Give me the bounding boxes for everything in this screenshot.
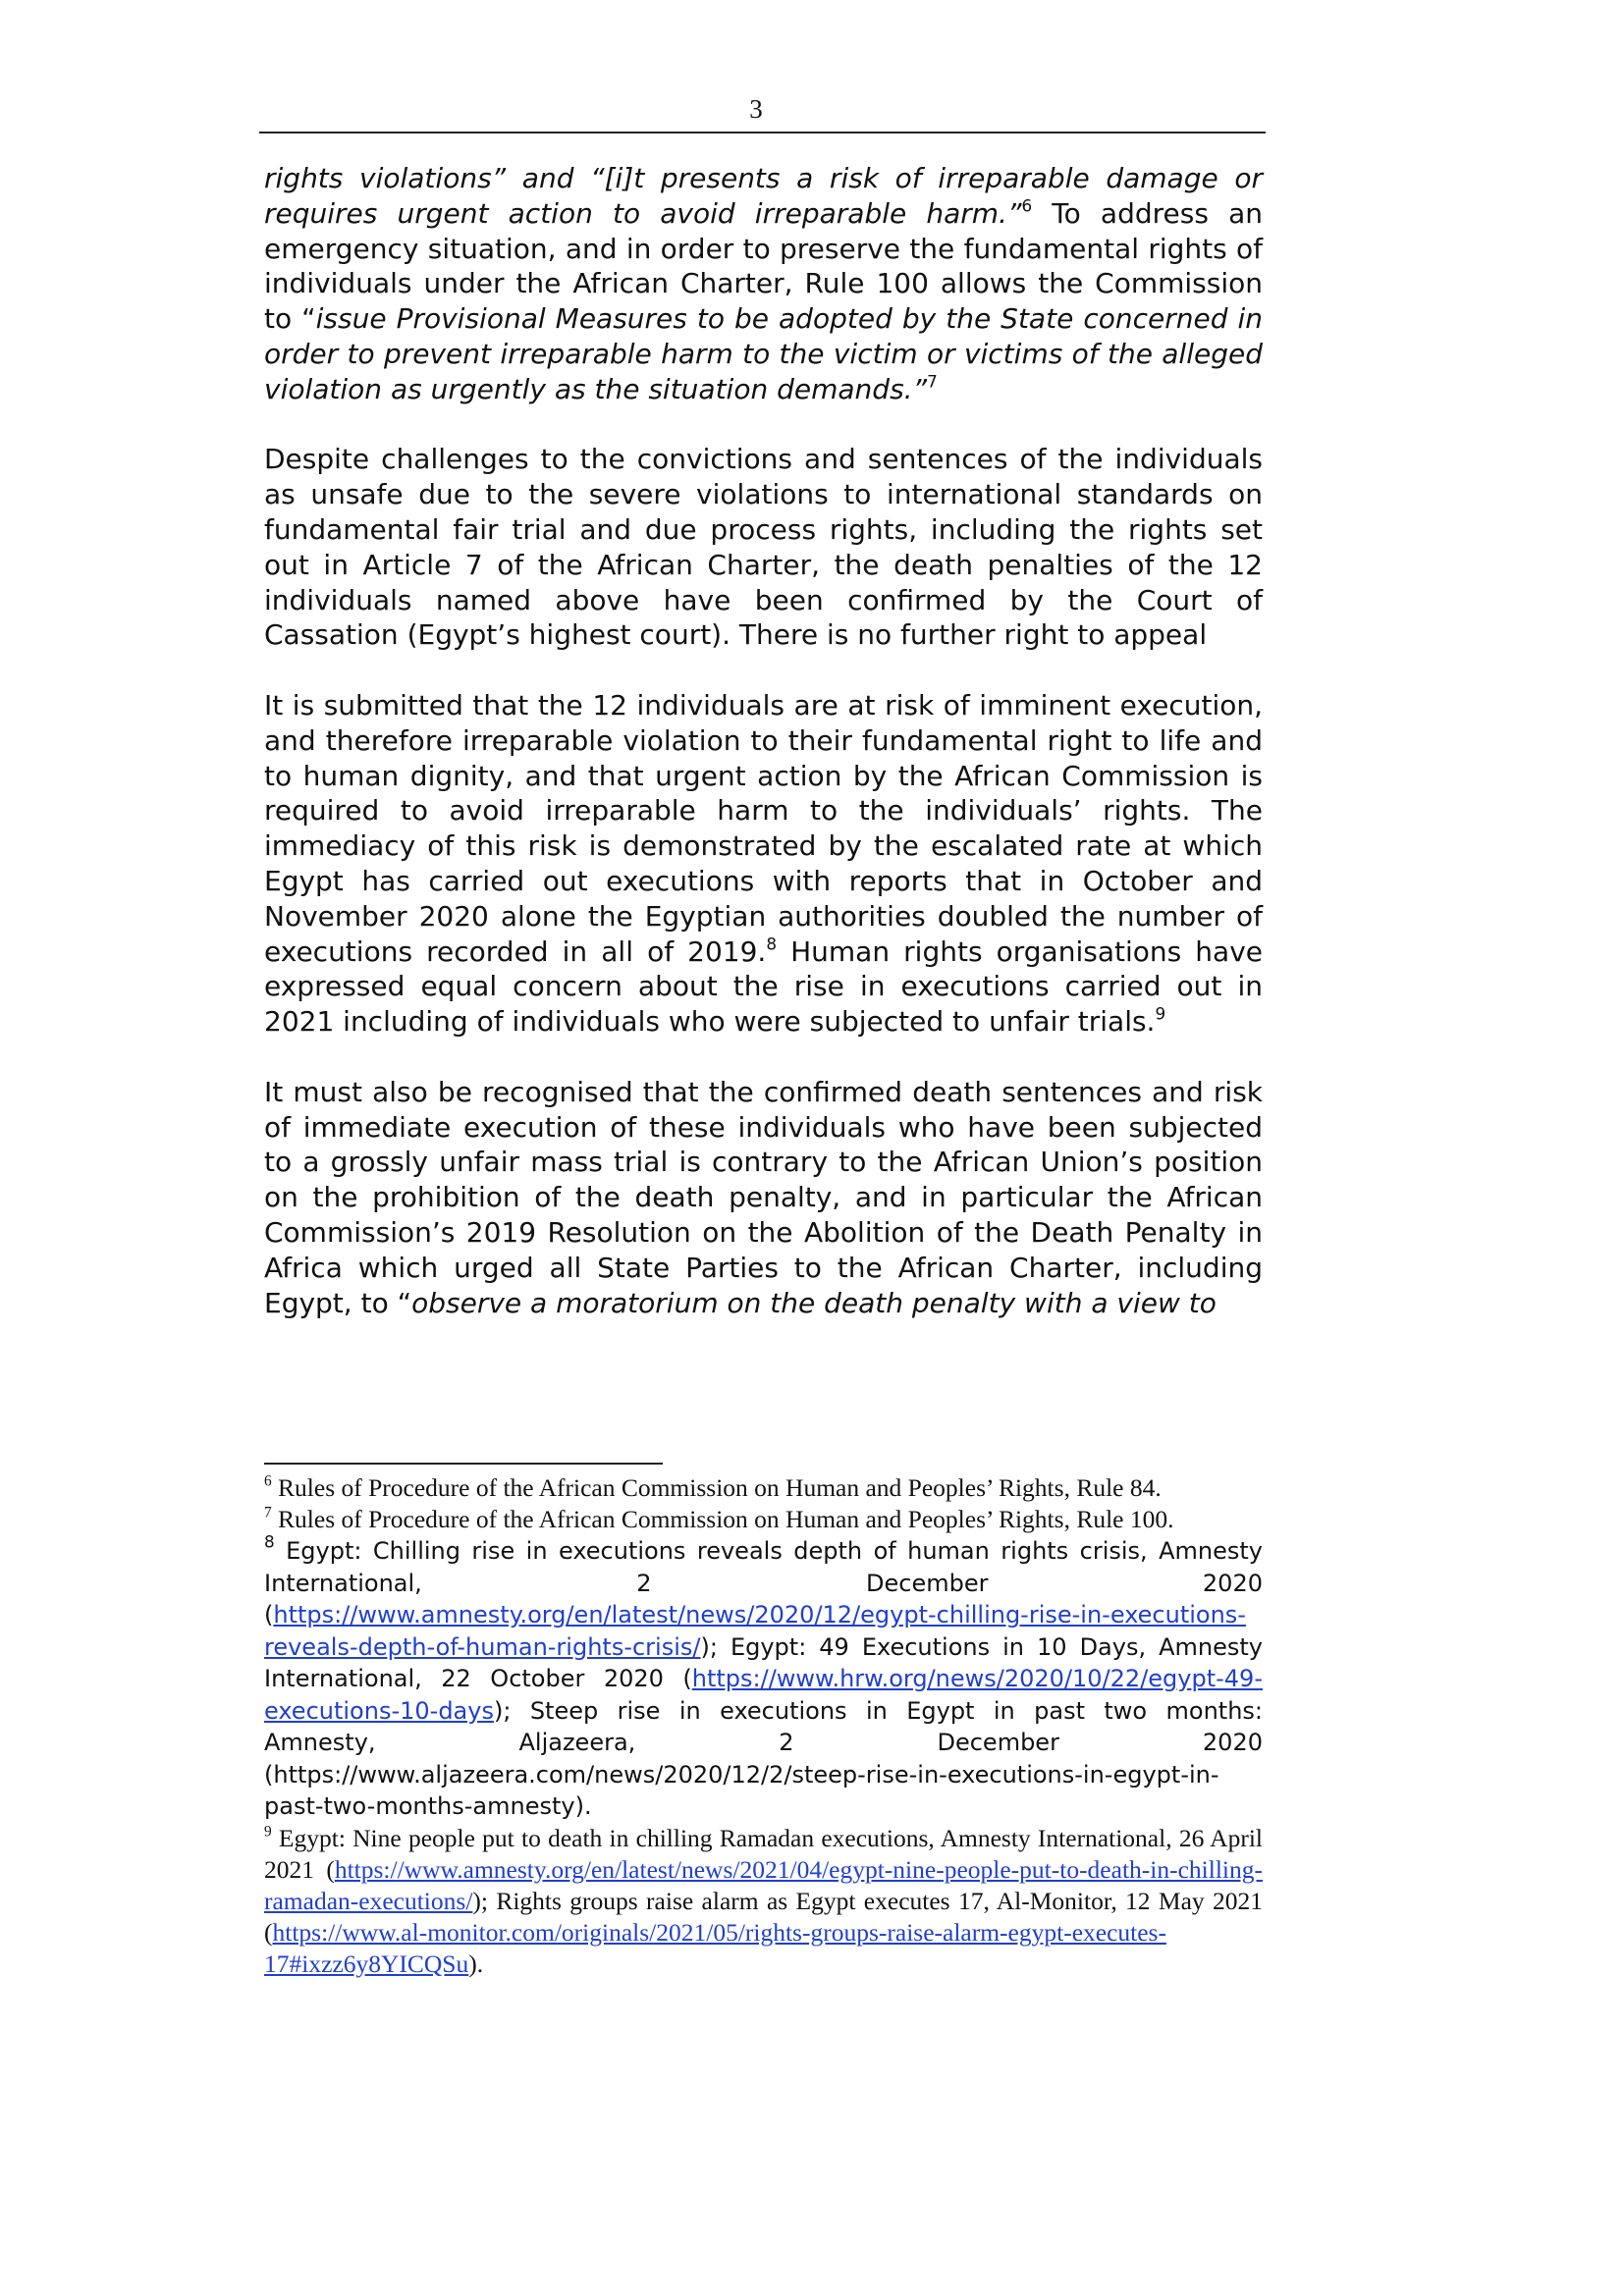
text-run: ); Egypt: 49 Executions in 10 Days, Amnesty International, 22 October 2020 ( (264, 1632, 1263, 1692)
text-run: Egypt: Chilling rise in executions reveals depth of human rights crisis, Amnesty International, 2 December 2020 ( (264, 1537, 1263, 1629)
text-run: Human rights organisations have expressed equal concern about the rise in executions carried out in 2021 including of individuals who were subjected to unfair trials. (264, 934, 1263, 1039)
footnote-marker: 6 (1021, 195, 1033, 216)
text-run: It must also be recognised that the confirmed death sentences and risk of immediate execution of these individuals who have been subjected to a grossly unfair mass trial is contrary to the African Union’s position on the prohibition of the death penalty, and in particular the African Commission’s 2019 Resolution on the Abolition of the Death Penalty in Africa which urged all State Parties to the African Charter, including Egypt, to “ (264, 1075, 1263, 1319)
text-run: Rules of Procedure of the African Commission on Human and Peoples’ Rights, Rule 84. (271, 1473, 1162, 1502)
footnote-marker: 9 (264, 1822, 272, 1840)
footnote (264, 1504, 1263, 1535)
footnote-marker: 8 (766, 933, 777, 953)
text-run: It is submitted that the 12 individuals are at risk of imminent execution, and therefore irreparable violation to their fundamental right to life and to human dignity, and that urgent action by the African Commission is required to avoid irreparable harm to the individuals’ rights. The immediacy of this risk is demonstrated by the escalated rate at which Egypt has carried out executions with reports that in October and November 2020 alone the Egyptian authorities doubled the number of executions recorded in all of 2019. (264, 688, 1263, 968)
page-number: 3 (749, 94, 763, 124)
text-run: Egypt: Nine people put to death in chilling Ramadan executions, Amnesty International, 26 April 2021 ( (264, 1823, 1263, 1884)
footnote-marker: 7 (927, 371, 938, 392)
italic-quote: issue Provisional Measures to be adopted by the State concerned in order to prevent irreparable harm to the victim or victims of the alleged violation as urgently as the situation demands.” (264, 302, 1264, 405)
italic-quote: observe a moratorium on the death penalty with a view to (411, 1286, 1217, 1319)
text-run: Despite challenges to the convictions and sentences of the individuals as unsafe due to the severe violations to international standards on fundamental fair trial and due process rights, including the rights set out in Article 7 of the African Charter, the death penalties of the 12 individuals named above have been confirmed by the Court of Cassation (Egypt’s highest court). There is no further right to appeal (264, 443, 1263, 652)
footnote-separator (264, 1463, 663, 1465)
italic-quote: rights violations” and “[i]t presents a risk of irreparable damage or requires urgent action to avoid irreparable harm.” (264, 162, 1263, 230)
body-paragraph (264, 161, 1263, 407)
footnote-link[interactable]: https://www.hrw.org/news/2020/10/22/egypt-49-executions-10-days (264, 1665, 1263, 1725)
text-run: To address an emergency situation, and in order to preserve the fundamental rights of individuals under the African Charter, Rule 100 allows the Commission to “ (264, 196, 1263, 336)
header-rule (259, 132, 1266, 133)
footnote-link[interactable]: https://www.amnesty.org/en/latest/news/2021/04/egypt-nine-people-put-to-death-in-chilling-ramadan-executions/ (264, 1854, 1263, 1915)
footnote-marker: 9 (1155, 1003, 1166, 1024)
footnote (264, 1531, 1263, 1823)
footnotes (264, 1472, 1263, 1980)
body-paragraph (264, 1075, 1263, 1321)
footnote-marker: 6 (264, 1472, 272, 1490)
footnote-link[interactable]: https://www.amnesty.org/en/latest/news/2020/12/egypt-chilling-rise-in-executions-reveals-depth-of-human-rights-crisis/ (264, 1601, 1246, 1661)
footnote-marker: 8 (264, 1531, 275, 1552)
body-paragraph (264, 442, 1263, 653)
footnote-marker: 7 (264, 1504, 272, 1522)
text-run: ); Steep rise in executions in Egypt in past two months: Amnesty, Aljazeera, 2 December 2020 (https://www.aljazeera.com/news/2020/12/2/steep-rise-in-executions-in-egypt-in-past-two-months-amnesty). (264, 1696, 1263, 1820)
text-run: Rules of Procedure of the African Commission on Human and Peoples’ Rights, Rule 100. (271, 1505, 1174, 1533)
footnote (264, 1823, 1263, 1980)
body-text (264, 161, 1263, 1356)
footnote (264, 1472, 1263, 1504)
text-run: ); Rights groups raise alarm as Egypt executes 17, Al-Monitor, 12 May 2021 ( (264, 1886, 1263, 1947)
footnote-link[interactable]: https://www.al-monitor.com/originals/2021/05/rights-groups-raise-alarm-egypt-executes-17#ixzz6y8YICQSu (264, 1917, 1166, 1978)
text-run: ). (468, 1949, 484, 1978)
body-paragraph (264, 688, 1263, 1040)
